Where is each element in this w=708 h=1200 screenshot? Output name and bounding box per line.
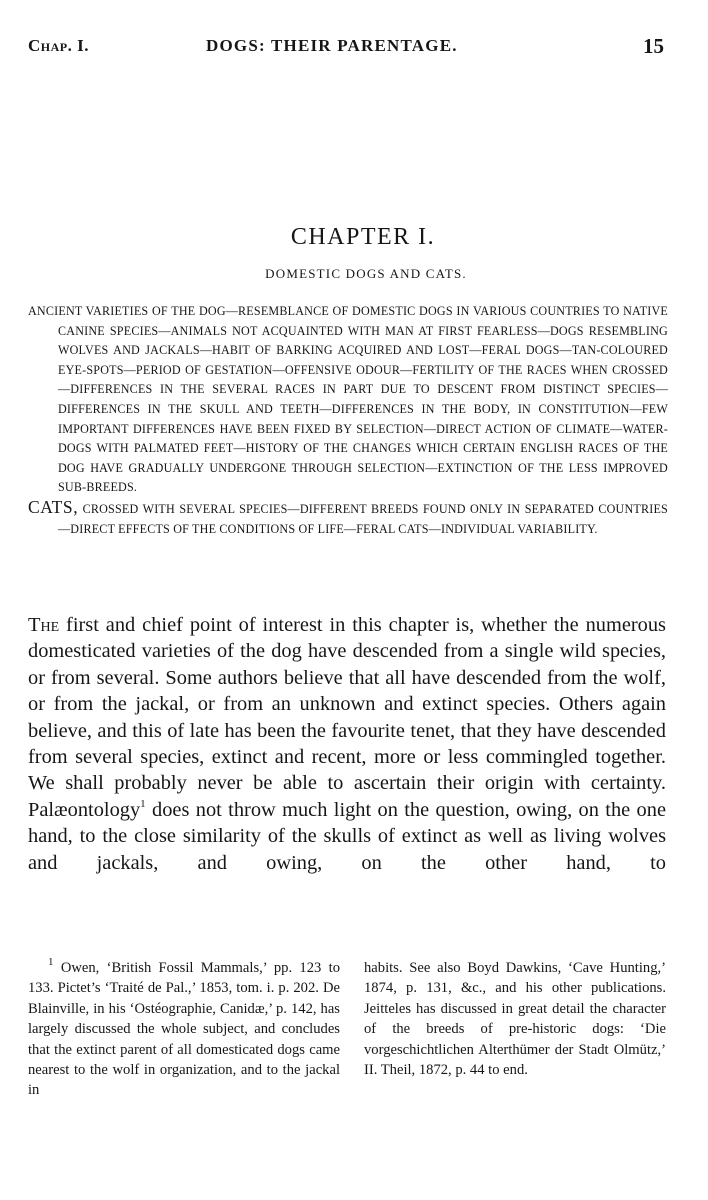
body-paragraph bbox=[28, 612, 666, 876]
footnote-1-text-left: Owen, ‘British Fossil Mammals,’ pp. 123 to 133. Pictet’s ‘Traité de Pal.,’ 1853, tom. i. p. 202. De Blainville, in his ‘Ostéographie, Canidæ,’ p. 142, has largely discussed the whole subject, and concludes that the extinct parent of all domesticated dogs came nearest to the wolf in organization, and to the jackal in bbox=[28, 960, 340, 1099]
footnote-column-right bbox=[364, 958, 666, 1080]
footnote-column-left bbox=[28, 958, 340, 1101]
synopsis-cats bbox=[28, 498, 668, 539]
opening-word: The bbox=[28, 614, 60, 636]
running-head-title: DOGS: THEIR PARENTAGE. bbox=[206, 36, 458, 55]
chapter-title: CHAPTER I. bbox=[290, 224, 436, 250]
footnote-1-continued: habits. See also Boyd Dawkins, ‘Cave Hunting,’ 1874, p. 131, &c., and his other publications. Jeitteles has discussed in great detail the character of the breeds of pre-historic dogs: ‘Die vorgeschichtlichen Alterthümer der Stadt Olmütz,’ II. Theil, 1872, p. 44 to end. bbox=[364, 960, 666, 1079]
synopsis-dogs: ANCIENT VARIETIES OF THE DOG—RESEMBLANCE OF DOMESTIC DOGS IN VARIOUS COUNTRIES TO NATIVE CANINE SPECIES—ANIMALS NOT ACQUAINTED WITH MAN AT FIRST FEARLESS—DOGS RESEMBLING WOLVES AND JACKALS—HABIT OF BARKING ACQUIRED AND LOST—FERAL DOGS—TAN-COLOURED EYE-SPOTS—PERIOD OF GESTATION—OFFENSIVE ODOUR—FERTILITY OF THE RACES WHEN CROSSED—DIFFERENCES IN THE SEVERAL RACES IN PART DUE TO DESCENT FROM DISTINCT SPECIES—DIFFERENCES IN THE SKULL AND TEETH—DIFFERENCES IN THE BODY, IN CONSTITUTION—FEW IMPORTANT DIFFERENCES HAVE BEEN FIXED BY SELECTION—DIRECT ACTION OF CLIMATE—WATER-DOGS WITH PALMATED FEET—HISTORY OF THE CHANGES WHICH CERTAIN ENGLISH RACES OF THE DOG HAVE GRADUALLY UNDERGONE THROUGH SELECTION—EXTINCTION OF THE LESS IMPROVED SUB-BREEDS. bbox=[28, 304, 668, 495]
chapter-subtitle: DOMESTIC DOGS AND CATS. bbox=[265, 266, 467, 281]
body-text-part-1: first and chief point of interest in this chapter is, whether the numerous domesticated varieties of the dog have descended from a single wild species, or from several. Some authors believe that all have descended from the wolf, or from the jackal, or from an unknown and extinct species. Others again believe, and this of late has been the favourite tenet, that they have descended from several species, extinct and recent, more or less commingled together. We shall probably never be able to ascertain their origin with certainty. Palæontology bbox=[28, 614, 666, 821]
footnote-mark: 1 bbox=[48, 956, 54, 969]
synopsis-cats-heading: CATS, bbox=[28, 496, 79, 517]
synopsis-cats-text: CROSSED WITH SEVERAL SPECIES—DIFFERENT BREEDS FOUND ONLY IN SEPARATED COUNTRIES—DIRECT EFFECTS OF THE CONDITIONS OF LIFE—FERAL CATS—INDIVIDUAL VARIABILITY. bbox=[58, 501, 668, 536]
chapter-synopsis bbox=[28, 302, 668, 539]
footnote-reference: 1 bbox=[140, 798, 146, 811]
footnote-1-start bbox=[28, 958, 340, 1101]
body-text-part-2: does not throw much light on the question, owing, on the one hand, to the close similarity of the skulls of extinct as well as living wolves and jackals, and owing, on the other hand, to bbox=[28, 798, 666, 874]
running-head bbox=[28, 34, 664, 58]
running-head-chapter: Chap. I. bbox=[28, 36, 89, 55]
page-number: 15 bbox=[643, 34, 664, 58]
